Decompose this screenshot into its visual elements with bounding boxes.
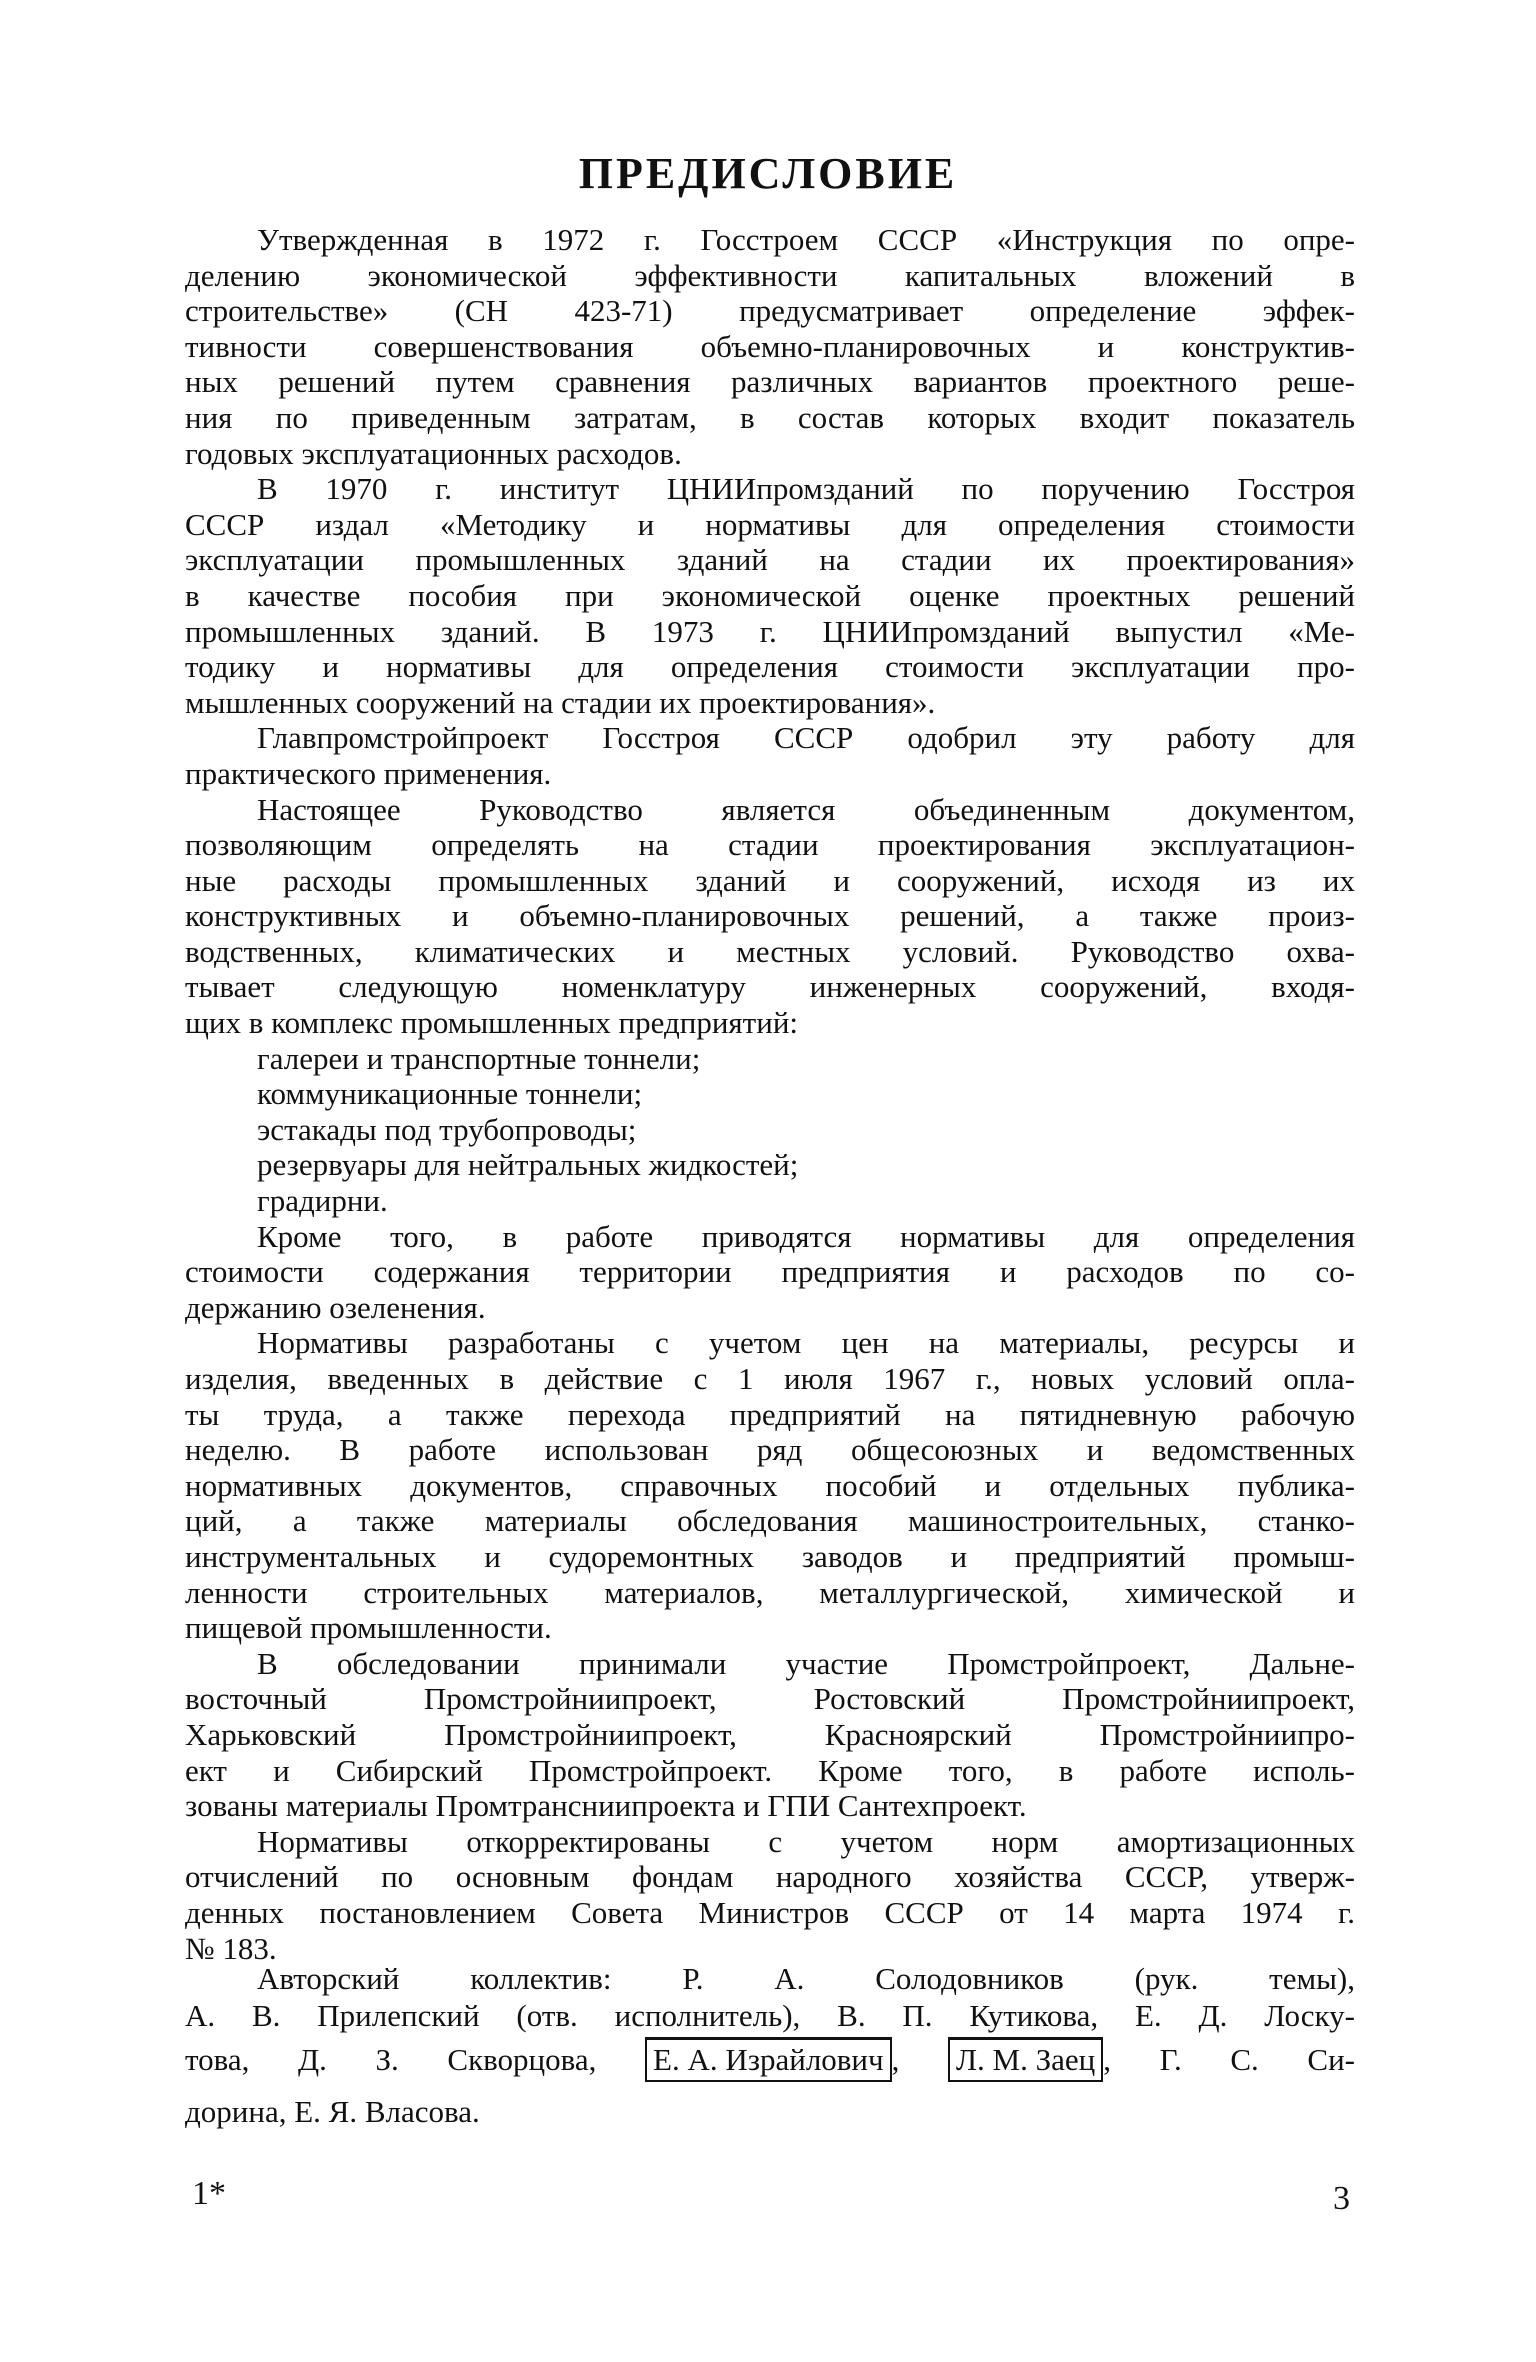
signature-mark: 1* — [192, 2175, 226, 2212]
text-line: денных постановлением Совета Министров СССР от 14 марта 1974 г. — [185, 1894, 1355, 1930]
text-line: пищевой промышленности. — [185, 1610, 552, 1646]
text-line: зованы материалы Промтрансниипроекта и ГПИ Сантехпроект. — [185, 1788, 1027, 1824]
text-line: строительстве» (СН 423-71) предусматривает определение эффек- — [185, 293, 1355, 329]
text-line: Настоящее Руководство является объединенным документом, — [257, 791, 1355, 827]
boxed-name: Е. А. Израйлович — [645, 2037, 892, 2082]
authors-line: Авторский коллектив: Р. А. Солодовников (рук. темы), — [257, 1961, 1355, 1996]
text-line: ных решений путем сравнения различных вариантов проектного реше- — [185, 364, 1355, 400]
text-line: ния по приведенным затратам, в состав которых входит показатель — [185, 399, 1355, 435]
text-line: Кроме того, в работе приводятся нормативы для определения — [257, 1218, 1355, 1254]
text-line: держанию озеленения. — [185, 1289, 486, 1325]
text-line: эксплуатации промышленных зданий на стадии их проектирования» — [185, 542, 1355, 578]
text-line: ленности строительных материалов, металлургической, химической и — [185, 1574, 1355, 1610]
list-item: градирни. — [257, 1183, 388, 1219]
authors-line — [185, 2034, 1355, 2086]
text-line: тывает следующую номенклатуру инженерных сооружений, входя- — [185, 969, 1355, 1005]
list-item: эстакады под трубопроводы; — [257, 1111, 637, 1147]
text-line: водственных, климатических и местных условий. Руководство охва- — [185, 933, 1355, 969]
text-line: тодику и нормативы для определения стоимости эксплуатации про- — [185, 649, 1355, 685]
text-line: делению экономической эффективности капитальных вложений в — [185, 257, 1355, 293]
text-line: ций, а также материалы обследования машиностроительных, станко- — [185, 1503, 1355, 1539]
text-line: В обследовании принимали участие Промстройпроект, Дальне- — [257, 1645, 1355, 1681]
authors-line: дорина, Е. Я. Власова. — [185, 2094, 480, 2129]
list-item: коммуникационные тоннели; — [257, 1076, 643, 1112]
list-item: галереи и транспортные тоннели; — [257, 1040, 701, 1076]
text-line: отчислений по основным фондам народного хозяйства СССР, утверж- — [185, 1859, 1355, 1895]
text-line: восточный Промстройниипроект, Ростовский Промстройниипроект, — [185, 1681, 1355, 1717]
list-item: резервуары для нейтральных жидкостей; — [257, 1147, 799, 1183]
text-line: годовых эксплуатационных расходов. — [185, 435, 682, 471]
text-line: в качестве пособия при экономической оценке проектных решений — [185, 577, 1355, 613]
text-line: Нормативы откорректированы с учетом норм амортизационных — [257, 1823, 1355, 1859]
text-line: Утвержденная в 1972 г. Госстроем СССР «Инструкция по опре- — [257, 222, 1355, 257]
text-line: щих в комплекс промышленных предприятий: — [185, 1005, 799, 1041]
preface-body — [185, 222, 1355, 1966]
text-line: инструментальных и судоремонтных заводов и предприятий промыш- — [185, 1538, 1355, 1574]
text-line: ект и Сибирский Промстройпроект. Кроме того, в работе исполь- — [185, 1752, 1355, 1788]
text-line: СССР издал «Методику и нормативы для определения стоимости — [185, 506, 1355, 542]
separator: , — [891, 2042, 900, 2077]
text-line: № 183. — [185, 1930, 277, 1966]
text-line: В 1970 г. институт ЦНИИпромзданий по поручению Госстроя — [257, 471, 1355, 507]
authors-paragraph — [185, 1960, 1355, 2138]
text-line: Харьковский Промстройниипроект, Красноярский Промстройниипро- — [185, 1716, 1355, 1752]
text-line: промышленных зданий. В 1973 г. ЦНИИпромзданий выпустил «Ме- — [185, 613, 1355, 649]
text-line: мышленных сооружений на стадии их проектирования». — [185, 684, 936, 720]
text-line: нормативных документов, справочных пособий и отдельных публика- — [185, 1467, 1355, 1503]
text-line: Нормативы разработаны с учетом цен на материалы, ресурсы и — [257, 1325, 1355, 1361]
authors-text: , Г. С. Си- — [1103, 2042, 1356, 2077]
text-line: конструктивных и объемно-планировочных решений, а также произ- — [185, 898, 1355, 934]
text-line: практического применения. — [185, 755, 552, 791]
page-number: 3 — [1333, 2180, 1350, 2217]
boxed-name: Л. М. Заец — [948, 2037, 1103, 2082]
authors-text: това, Д. З. Скворцова, — [185, 2042, 597, 2077]
text-line: Главпромстройпроект Госстроя СССР одобрил эту работу для — [257, 720, 1355, 756]
text-line: ты труда, а также перехода предприятий на пятидневную рабочую — [185, 1396, 1355, 1432]
text-line: неделю. В работе использован ряд общесоюзных и ведомственных — [185, 1432, 1355, 1468]
text-line: тивности совершенствования объемно-планировочных и конструктив- — [185, 328, 1355, 364]
text-line: ные расходы промышленных зданий и сооружений, исходя из их — [185, 862, 1355, 898]
text-line: позволяющим определять на стадии проектирования эксплуатацион- — [185, 827, 1355, 863]
authors-line: А. В. Прилепский (отв. исполнитель), В. П. Кутикова, Е. Д. Лоску- — [185, 1998, 1355, 2033]
page-title: ПРЕДИСЛОВИЕ — [578, 149, 958, 198]
text-line: стоимости содержания территории предприятия и расходов по со- — [185, 1254, 1355, 1290]
text-line: изделия, введенных в действие с 1 июля 1967 г., новых условий опла- — [185, 1361, 1355, 1396]
